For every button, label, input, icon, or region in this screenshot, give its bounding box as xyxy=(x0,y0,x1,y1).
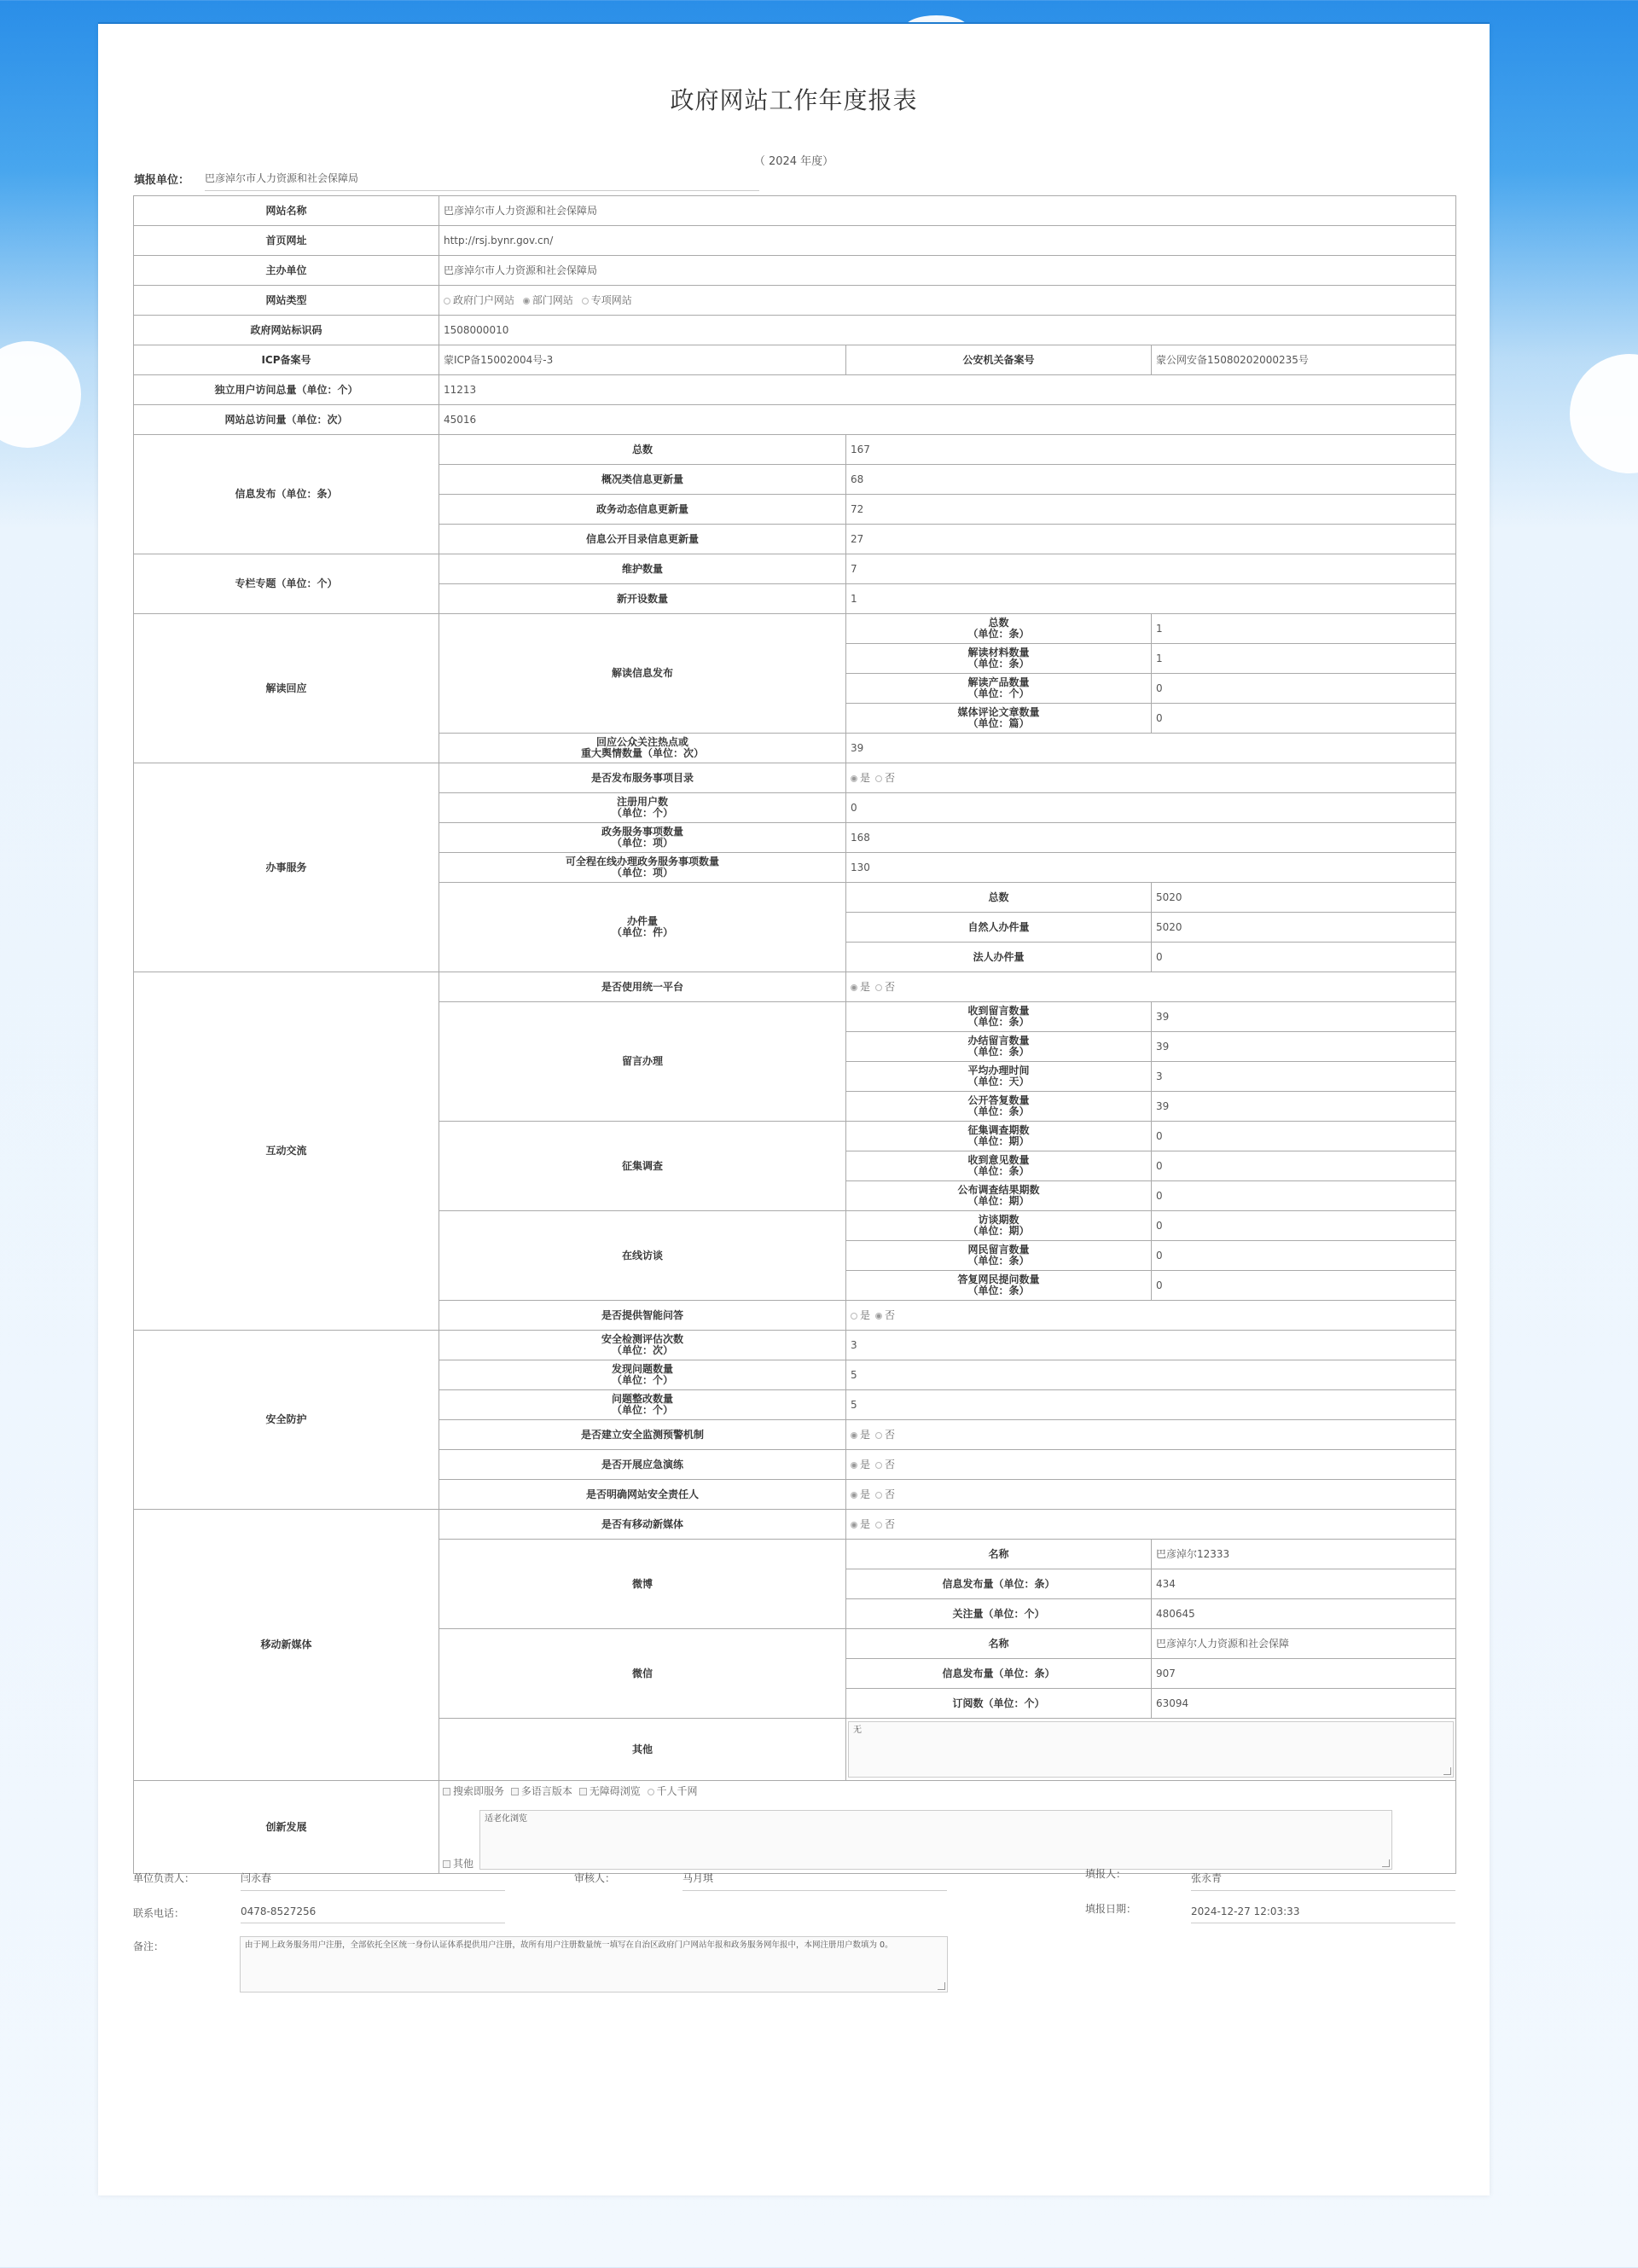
interact-talk-label: 在线访谈 xyxy=(439,1211,846,1301)
msg-pub-label xyxy=(846,1092,1152,1122)
column-new-label: 新开设数量 xyxy=(439,584,846,614)
service-catalog-label: 是否发布服务事项目录 xyxy=(439,763,846,793)
interact-msg-label: 留言办理 xyxy=(439,1002,846,1122)
no-label: 否 xyxy=(885,1488,896,1500)
yes-radio[interactable] xyxy=(851,1462,857,1469)
label-unit: （单位：次） xyxy=(611,1344,673,1356)
wechat-subs-label: 订阅数（单位：个） xyxy=(846,1689,1152,1719)
checkbox-accessibility[interactable] xyxy=(579,1788,587,1795)
page-views-label: 网站总访问量（单位：次） xyxy=(134,405,439,435)
service-catalog-radios xyxy=(846,763,1456,793)
weibo-fans-value: 480645 xyxy=(1152,1599,1456,1629)
yes-radio[interactable] xyxy=(851,775,857,782)
label-unit: （单位：个） xyxy=(967,687,1030,699)
info-publish-section: 信息发布（单位：条） xyxy=(134,435,439,554)
checkbox-multilingual[interactable] xyxy=(511,1788,519,1795)
service-cases-label xyxy=(439,883,846,972)
label-line: 网民留言数量 xyxy=(967,1244,1030,1256)
label-unit: （单位：条） xyxy=(967,1165,1030,1177)
label-unit: （单位：条） xyxy=(967,1105,1030,1117)
security-owner-radios xyxy=(846,1480,1456,1510)
security-monitor-label: 是否建立安全监测预警机制 xyxy=(439,1420,846,1450)
yes-radio[interactable] xyxy=(851,984,857,991)
no-radio[interactable] xyxy=(875,1432,882,1439)
head-value: 闫永春 xyxy=(241,1871,505,1891)
label-unit: （单位：项） xyxy=(611,837,673,849)
media-has-label: 是否有移动新媒体 xyxy=(439,1510,846,1540)
label-unit: （单位：期） xyxy=(967,1135,1030,1147)
label-unit: （单位：条） xyxy=(967,658,1030,670)
label-line: 总数 xyxy=(988,617,1009,629)
icp-label: ICP备案号 xyxy=(134,345,439,375)
checkbox-label: 多语言版本 xyxy=(520,1785,572,1797)
msg-recv-label xyxy=(846,1002,1152,1032)
security-drill-label: 是否开展应急演练 xyxy=(439,1450,846,1480)
site-name-label: 网站名称 xyxy=(134,196,439,226)
yes-label: 是 xyxy=(860,1308,871,1321)
label-unit: （单位：个） xyxy=(611,1404,673,1416)
note-label: 备注： xyxy=(133,1940,165,1952)
label-line: 问题整改数量 xyxy=(611,1393,673,1405)
site-owner-value: 巴彦淖尔市人力资源和社会保障局 xyxy=(439,256,1456,286)
service-online-value: 130 xyxy=(846,853,1456,883)
label-line: 访谈期数 xyxy=(978,1214,1019,1226)
yes-label: 是 xyxy=(860,1458,871,1470)
label-unit: （单位：期） xyxy=(967,1225,1030,1237)
innovation-other-text: 适老化浏览 xyxy=(485,1814,527,1824)
label-line: 平均办理时间 xyxy=(967,1064,1030,1076)
service-items-value: 168 xyxy=(846,823,1456,853)
yes-label: 是 xyxy=(860,1428,871,1441)
security-fixed-label xyxy=(439,1390,846,1420)
label-unit: （单位：天） xyxy=(967,1076,1030,1088)
interact-survey-label: 征集调查 xyxy=(439,1122,846,1211)
column-maintain-label: 维护数量 xyxy=(439,554,846,584)
yes-radio[interactable] xyxy=(851,1432,857,1439)
label-line: 安全检测评估次数 xyxy=(601,1333,683,1345)
yes-radio[interactable] xyxy=(851,1492,857,1499)
label-line: 可全程在线办理政务服务事项数量 xyxy=(565,856,719,867)
wechat-posts-value: 907 xyxy=(1152,1659,1456,1689)
service-cases-corp-value: 0 xyxy=(1152,943,1456,972)
label-line: 公布调查结果期数 xyxy=(957,1184,1040,1196)
note-textarea[interactable] xyxy=(240,1936,948,1992)
reviewer-label: 审核人： xyxy=(574,1872,616,1884)
no-radio[interactable] xyxy=(875,1522,882,1528)
no-label: 否 xyxy=(885,1517,896,1530)
page-views-value: 45016 xyxy=(439,405,1456,435)
wechat-subs-value: 63094 xyxy=(1152,1689,1456,1719)
resize-grip-icon[interactable] xyxy=(1443,1767,1451,1775)
media-has-radios xyxy=(846,1510,1456,1540)
media-other-text: 无 xyxy=(853,1726,862,1735)
no-radio[interactable] xyxy=(875,775,882,782)
interp-media-value: 0 xyxy=(1152,704,1456,734)
label-unit: （单位：个） xyxy=(611,807,673,819)
site-type-option-label: 部门网站 xyxy=(531,293,573,306)
wechat-name-label: 名称 xyxy=(846,1629,1152,1659)
label-unit: （单位：项） xyxy=(611,867,673,879)
site-type-option-label: 政府门户网站 xyxy=(453,293,515,306)
reporting-unit-label: 填报单位： xyxy=(134,174,190,187)
security-monitor-radios xyxy=(846,1420,1456,1450)
label-line: 解读材料数量 xyxy=(967,647,1030,658)
msg-done-label xyxy=(846,1032,1152,1062)
innovation-other xyxy=(443,1859,473,1870)
info-open-value: 27 xyxy=(846,525,1456,554)
weibo-posts-value: 434 xyxy=(1152,1569,1456,1599)
talk-ans-value: 0 xyxy=(1152,1271,1456,1301)
cloud-decoration xyxy=(1570,354,1638,473)
yes-label: 是 xyxy=(860,1517,871,1530)
label-unit: （单位：个） xyxy=(611,1374,673,1386)
service-section: 办事服务 xyxy=(134,763,439,972)
info-open-label: 信息公开目录信息更新量 xyxy=(439,525,846,554)
no-label: 否 xyxy=(885,980,896,993)
filler-label: 填报人： xyxy=(1085,1868,1127,1880)
survey-res-value: 0 xyxy=(1152,1181,1456,1211)
innovation-options xyxy=(443,1786,1452,1797)
interact-platform-label: 是否使用统一平台 xyxy=(439,972,846,1002)
wechat-posts-label: 信息发布量（单位：条） xyxy=(846,1659,1152,1689)
survey-n-label xyxy=(846,1122,1152,1151)
yes-label: 是 xyxy=(860,771,871,784)
label-line: 征集调查期数 xyxy=(967,1124,1030,1136)
survey-n-value: 0 xyxy=(1152,1122,1456,1151)
site-type-radio-special[interactable] xyxy=(582,298,589,305)
interp-total-label xyxy=(846,614,1152,644)
checkbox-search-service[interactable] xyxy=(443,1788,450,1795)
label-unit: 重大舆情数量（单位：次） xyxy=(580,747,704,759)
weibo-label: 微博 xyxy=(439,1540,846,1629)
service-cases-total-label: 总数 xyxy=(846,883,1152,913)
survey-res-label xyxy=(846,1181,1152,1211)
checkbox-label: 其他 xyxy=(453,1858,474,1870)
service-cases-person-label: 自然人办件量 xyxy=(846,913,1152,943)
label-line: 收到意见数量 xyxy=(967,1154,1030,1166)
innovation-section: 创新发展 xyxy=(134,1781,439,1874)
note-text: 由于网上政务服务用户注册，全部依托全区统一身份认证体系提供用户注册，故所有用户注册数量统一填写在自治区政府门户网站年报和政务服务网年报中，本网注册用户数填为 0。 xyxy=(245,1940,893,1950)
security-check-value: 3 xyxy=(846,1331,1456,1360)
security-found-value: 5 xyxy=(846,1360,1456,1390)
survey-op-value: 0 xyxy=(1152,1151,1456,1181)
site-name-value: 巴彦淖尔市人力资源和社会保障局 xyxy=(439,196,1456,226)
checkbox-label: 搜索即服务 xyxy=(453,1785,505,1797)
innovation-other-textarea[interactable] xyxy=(479,1810,1392,1870)
survey-op-label xyxy=(846,1151,1152,1181)
talk-msg-value: 0 xyxy=(1152,1241,1456,1271)
msg-pub-value: 39 xyxy=(1152,1092,1456,1122)
interp-material-value: 1 xyxy=(1152,644,1456,674)
label-line: 媒体评论文章数量 xyxy=(957,706,1040,718)
checkbox-personalized[interactable] xyxy=(648,1789,654,1795)
interp-total-value: 1 xyxy=(1152,614,1456,644)
site-type-label: 网站类型 xyxy=(134,286,439,316)
site-code-value: 1508000010 xyxy=(439,316,1456,345)
site-type-radio-portal[interactable] xyxy=(444,298,450,305)
interp-response-label xyxy=(439,734,846,763)
yes-label: 是 xyxy=(860,980,871,993)
service-online-label xyxy=(439,853,846,883)
security-check-label xyxy=(439,1331,846,1360)
service-cases-person-value: 5020 xyxy=(1152,913,1456,943)
info-total-value: 167 xyxy=(846,435,1456,465)
service-cases-corp-label: 法人办件量 xyxy=(846,943,1152,972)
media-other-label: 其他 xyxy=(439,1719,846,1781)
info-news-label: 政务动态信息更新量 xyxy=(439,495,846,525)
security-drill-radios xyxy=(846,1450,1456,1480)
interact-platform-radios xyxy=(846,972,1456,1002)
label-unit: （单位：条） xyxy=(967,1016,1030,1028)
label-unit: （单位：条） xyxy=(967,1255,1030,1267)
talk-ans-label xyxy=(846,1271,1152,1301)
police-record-label: 公安机关备案号 xyxy=(846,345,1152,375)
no-label: 否 xyxy=(885,1458,896,1470)
column-section: 专栏专题（单位：个） xyxy=(134,554,439,614)
site-url-value: http://rsj.bynr.gov.cn/ xyxy=(439,226,1456,256)
label-line: 发现问题数量 xyxy=(611,1363,673,1375)
report-table xyxy=(133,195,1456,1874)
wechat-label: 微信 xyxy=(439,1629,846,1719)
info-overview-value: 68 xyxy=(846,465,1456,495)
label-line: 回应公众关注热点或 xyxy=(595,736,688,748)
interact-ai-label: 是否提供智能问答 xyxy=(439,1301,846,1331)
no-radio[interactable] xyxy=(875,1313,882,1320)
label-unit: （单位：件） xyxy=(611,926,673,938)
info-overview-label: 概况类信息更新量 xyxy=(439,465,846,495)
service-users-value: 0 xyxy=(846,793,1456,823)
label-unit: （单位：条） xyxy=(967,1046,1030,1058)
site-type-radio-department[interactable] xyxy=(523,298,530,305)
filler-value: 张永青 xyxy=(1191,1871,1455,1891)
label-line: 解读产品数量 xyxy=(967,676,1030,688)
no-label: 否 xyxy=(885,1428,896,1441)
label-unit: （单位：篇） xyxy=(967,717,1030,729)
no-radio[interactable] xyxy=(875,1492,882,1499)
info-news-value: 72 xyxy=(846,495,1456,525)
label-unit: （单位：期） xyxy=(967,1195,1030,1207)
media-section: 移动新媒体 xyxy=(134,1510,439,1781)
report-sheet xyxy=(98,24,1490,2195)
checkbox-other[interactable] xyxy=(443,1860,450,1868)
interp-media-label xyxy=(846,704,1152,734)
service-users-label xyxy=(439,793,846,823)
interp-publish-label: 解读信息发布 xyxy=(439,614,846,734)
no-radio[interactable] xyxy=(875,984,882,991)
column-maintain-value: 7 xyxy=(846,554,1456,584)
talk-msg-label xyxy=(846,1241,1152,1271)
weibo-name-value: 巴彦淖尔12333 xyxy=(1152,1540,1456,1569)
resize-grip-icon[interactable] xyxy=(938,1982,945,1990)
msg-done-value: 39 xyxy=(1152,1032,1456,1062)
label-line: 收到留言数量 xyxy=(967,1005,1030,1017)
date-label: 填报日期： xyxy=(1085,1903,1137,1915)
label-line: 政务服务事项数量 xyxy=(601,826,683,838)
checkbox-label: 无障碍浏览 xyxy=(589,1785,641,1797)
talk-n-label xyxy=(846,1211,1152,1241)
site-url-label: 首页网址 xyxy=(134,226,439,256)
head-label: 单位负责人： xyxy=(133,1872,195,1884)
service-items-label xyxy=(439,823,846,853)
site-code-label: 政府网站标识码 xyxy=(134,316,439,345)
msg-recv-value: 39 xyxy=(1152,1002,1456,1032)
no-label: 否 xyxy=(885,771,896,784)
security-fixed-value: 5 xyxy=(846,1390,1456,1420)
unique-visitors-value: 11213 xyxy=(439,375,1456,405)
interp-section: 解读回应 xyxy=(134,614,439,763)
yes-radio[interactable] xyxy=(851,1313,857,1320)
security-section: 安全防护 xyxy=(134,1331,439,1510)
label-line: 办结留言数量 xyxy=(967,1035,1030,1047)
report-year: （ 2024 年度） xyxy=(753,155,834,168)
date-value: 2024-12-27 12:03:33 xyxy=(1191,1905,1455,1923)
site-type-options xyxy=(439,286,1456,316)
unique-visitors-label: 独立用户访问总量（单位：个） xyxy=(134,375,439,405)
interact-ai-radios xyxy=(846,1301,1456,1331)
phone-label: 联系电话： xyxy=(133,1907,185,1919)
interp-product-label xyxy=(846,674,1152,704)
security-found-label xyxy=(439,1360,846,1390)
wechat-name-value: 巴彦淖尔人力资源和社会保障 xyxy=(1152,1629,1456,1659)
weibo-fans-label: 关注量（单位：个） xyxy=(846,1599,1152,1629)
service-cases-total-value: 5020 xyxy=(1152,883,1456,913)
msg-time-label xyxy=(846,1062,1152,1092)
talk-n-value: 0 xyxy=(1152,1211,1456,1241)
site-type-option-label: 专项网站 xyxy=(590,293,632,306)
yes-label: 是 xyxy=(860,1488,871,1500)
label-unit: （单位：条） xyxy=(967,1285,1030,1296)
security-owner-label: 是否明确网站安全责任人 xyxy=(439,1480,846,1510)
label-line: 答复网民提问数量 xyxy=(957,1273,1040,1285)
interp-product-value: 0 xyxy=(1152,674,1456,704)
weibo-posts-label: 信息发布量（单位：条） xyxy=(846,1569,1152,1599)
resize-grip-icon[interactable] xyxy=(1382,1859,1390,1867)
interp-material-label xyxy=(846,644,1152,674)
label-line: 公开答复数量 xyxy=(967,1094,1030,1106)
media-other-textarea[interactable] xyxy=(848,1721,1454,1778)
column-new-value: 1 xyxy=(846,584,1456,614)
reviewer-value: 马月琪 xyxy=(682,1871,947,1891)
reporting-unit-value: 巴彦淖尔市人力资源和社会保障局 xyxy=(205,171,759,191)
icp-value: 蒙ICP备15002004号-3 xyxy=(439,345,846,375)
page-title: 政府网站工作年度报表 xyxy=(670,86,918,114)
label-line: 注册用户数 xyxy=(616,796,668,808)
label-unit: （单位：条） xyxy=(967,628,1030,640)
no-radio[interactable] xyxy=(875,1462,882,1469)
police-record-value: 蒙公网安备15080202000235号 xyxy=(1152,345,1456,375)
site-owner-label: 主办单位 xyxy=(134,256,439,286)
weibo-name-label: 名称 xyxy=(846,1540,1152,1569)
no-label: 否 xyxy=(885,1308,896,1321)
info-total-label: 总数 xyxy=(439,435,846,465)
yes-radio[interactable] xyxy=(851,1522,857,1528)
cloud-decoration xyxy=(0,341,81,448)
phone-value: 0478-8527256 xyxy=(241,1905,505,1923)
interact-section: 互动交流 xyxy=(134,972,439,1331)
msg-time-value: 3 xyxy=(1152,1062,1456,1092)
interp-response-value: 39 xyxy=(846,734,1456,763)
label-line: 办件量 xyxy=(626,915,658,927)
checkbox-label: 千人千网 xyxy=(656,1785,698,1797)
